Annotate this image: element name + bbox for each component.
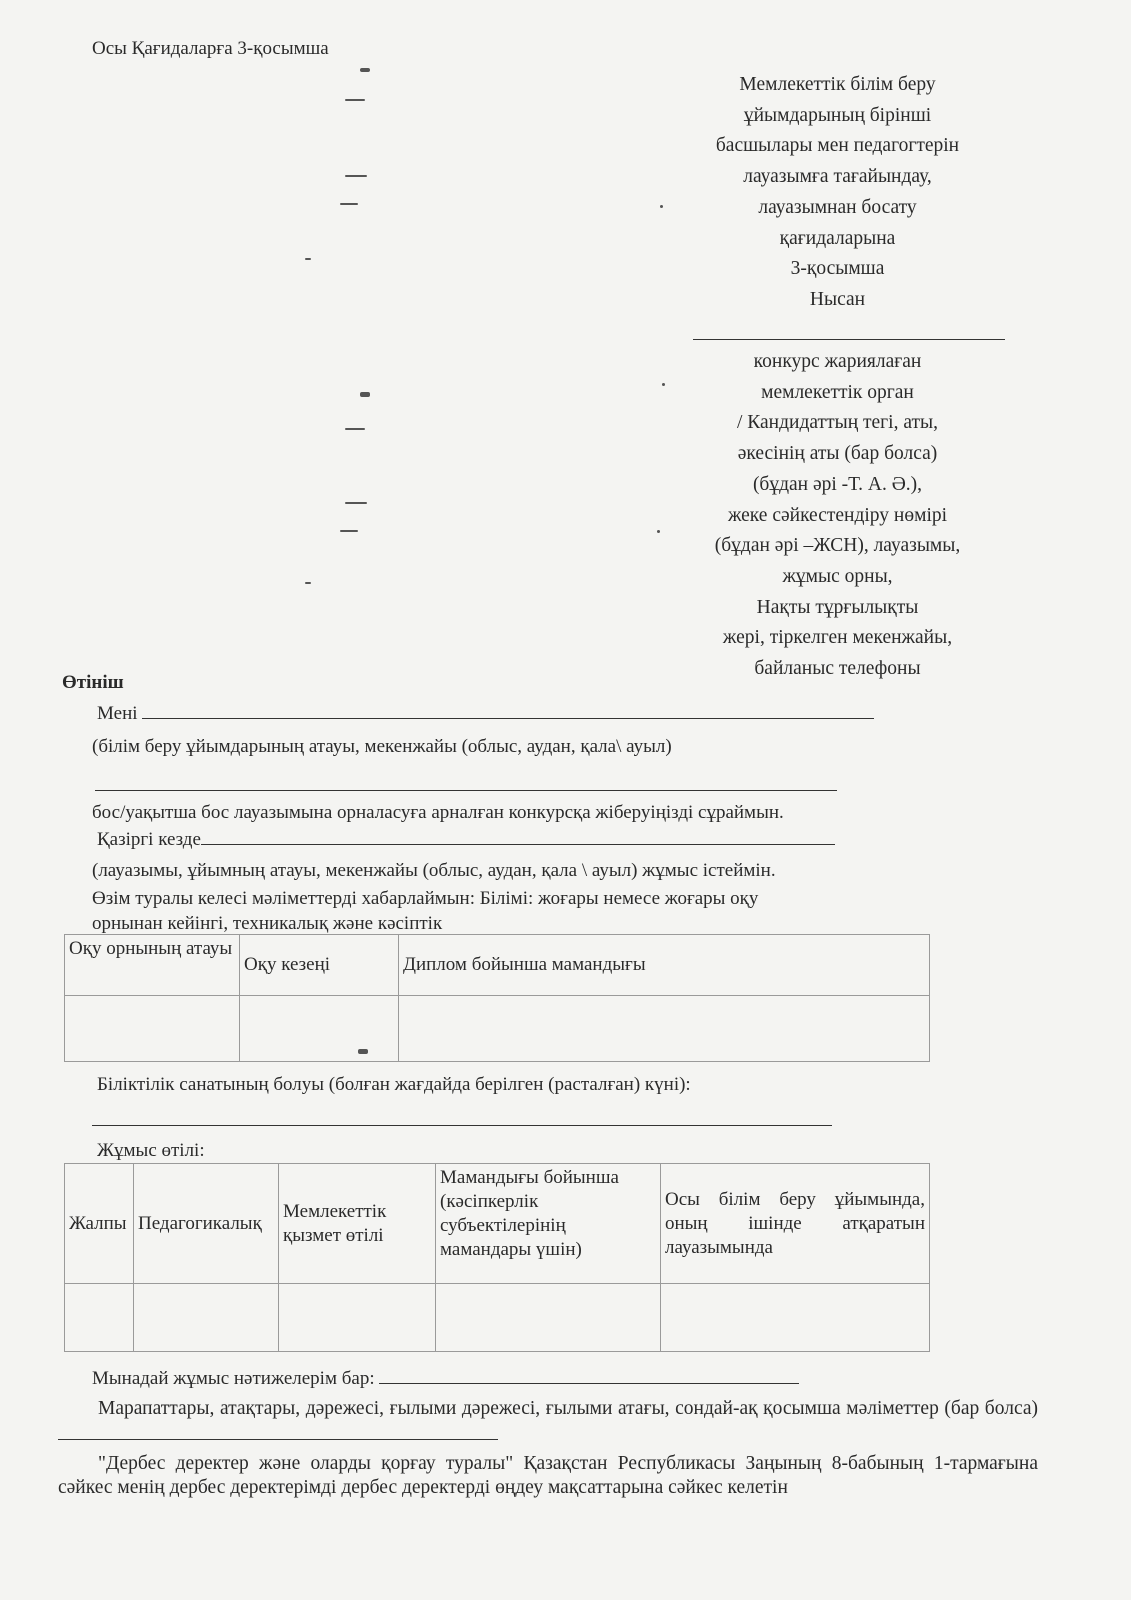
header-line: лауазымнан босату xyxy=(758,196,917,218)
experience-header-cell: Осы білім беру ұйымында, оның ішінде атқаратын лауазымында xyxy=(661,1164,930,1284)
education-input-cell[interactable] xyxy=(65,996,240,1062)
info-line-2: орнынан кейінгі, техникалық және кәсіптік xyxy=(92,913,443,934)
awards-text: Марапаттары, атақтары, дәрежесі, ғылыми дәрежесі, ғылыми атағы, сондай-ақ қосымша мәліметтер (бар болса) xyxy=(98,1398,1038,1419)
scan-speck xyxy=(345,428,365,430)
scan-speck xyxy=(660,205,663,208)
scan-speck xyxy=(340,203,358,205)
experience-header-cell: Мемлекеттік қызмет өтілі xyxy=(279,1164,436,1284)
results-input-line[interactable] xyxy=(379,1365,799,1384)
request-line: бос/уақытша бос лауазымына орналасуға арналған конкурсқа жіберуіңізді сұраймын. xyxy=(92,802,784,823)
org-input-line[interactable] xyxy=(95,790,837,791)
applicant-input-line[interactable] xyxy=(142,700,874,719)
scan-speck xyxy=(360,68,370,72)
recipient-blank-line[interactable] xyxy=(693,339,1005,340)
experience-input-cell[interactable] xyxy=(134,1284,279,1352)
current-position-line xyxy=(97,826,835,851)
application-title: Өтініш xyxy=(62,672,124,693)
recipient-line: конкурс жариялаған xyxy=(753,351,922,372)
recipient-line: жері, тіркелген мекенжайы, xyxy=(722,627,953,649)
scan-speck xyxy=(305,582,311,584)
experience-label: Жұмыс өтілі: xyxy=(97,1140,205,1161)
experience-header-row xyxy=(65,1164,930,1284)
current-position-label: Қазіргі кезде xyxy=(97,829,201,850)
results-label: Мынадай жұмыс нәтижелерім бар: xyxy=(92,1368,375,1389)
education-table xyxy=(64,934,930,1062)
applicant-label: Мені xyxy=(97,703,138,724)
position-hint: (лауазымы, ұйымның атауы, мекенжайы (облыс, аудан, қала \ ауыл) жұмыс істеймін. xyxy=(92,860,776,881)
experience-header-cell: Жалпы xyxy=(65,1164,134,1284)
header-line: басшылары мен педагогтерін xyxy=(715,135,960,157)
education-input-cell[interactable] xyxy=(399,996,930,1062)
header-line: Мемлекеттік білім беру xyxy=(739,74,936,95)
education-header-row xyxy=(65,935,930,996)
experience-input-cell[interactable] xyxy=(661,1284,930,1352)
scan-speck xyxy=(345,175,367,177)
experience-input-cell[interactable] xyxy=(436,1284,661,1352)
recipient-line: Нақты тұрғылықты xyxy=(756,596,919,618)
recipient-line: жеке сәйкестендіру нөмірі xyxy=(727,504,948,526)
recipient-line: (бұдан әрі –ЖСН), лауазымы, xyxy=(714,535,961,557)
header-line: ұйымдарының бірінші xyxy=(743,104,932,126)
recipient-line: әкесінің аты (бар болса) xyxy=(737,443,938,465)
recipient-line: (бұдан әрі -Т. А. Ә.), xyxy=(752,473,923,495)
education-input-cell[interactable] xyxy=(240,996,399,1062)
awards-paragraph xyxy=(58,1397,1038,1447)
scan-speck xyxy=(345,502,367,504)
recipient-line: байланыс телефоны xyxy=(754,658,921,680)
appendix-note: Осы Қағидаларға 3-қосымша xyxy=(92,38,329,59)
current-position-input-line[interactable] xyxy=(201,826,835,845)
recipient-line: мемлекеттік орган xyxy=(761,381,914,403)
experience-table xyxy=(64,1163,930,1352)
header-line: лауазымға тағайындау, xyxy=(743,166,932,188)
awards-input-line[interactable] xyxy=(58,1421,498,1440)
experience-input-cell[interactable] xyxy=(279,1284,436,1352)
info-line-1: Өзім туралы келесі мәліметтерді хабарлаймын: Білімі: жоғары немесе жоғары оқу xyxy=(92,888,759,909)
recipient-line: жұмыс орны, xyxy=(782,565,893,587)
results-line xyxy=(92,1365,799,1390)
header-block xyxy=(665,70,1010,316)
education-header-cell: Диплом бойынша мамандығы xyxy=(399,935,930,996)
header-line: қағидаларына xyxy=(779,227,896,249)
scan-speck xyxy=(358,1049,368,1054)
consent-paragraph: "Дербес деректер және оларды қорғау туралы" Қазақстан Республикасы Заңының 8-бабының 1-тармағына сәйкес менің дербес деректерімді дербес деректерді өңдеу мақсаттарына сәйкес келетін xyxy=(58,1453,1038,1498)
education-empty-row xyxy=(65,996,930,1062)
header-line: 3-қосымша xyxy=(790,258,885,280)
experience-input-cell[interactable] xyxy=(65,1284,134,1352)
recipient-line: / Кандидаттың тегі, аты, xyxy=(736,412,938,434)
org-hint: (білім беру ұйымдарының атауы, мекенжайы (облыс, аудан, қала\ ауыл) xyxy=(92,736,672,757)
experience-header-cell: Педагогикалық xyxy=(134,1164,279,1284)
recipient-block xyxy=(665,347,1010,685)
scan-speck xyxy=(340,530,358,532)
scan-speck xyxy=(360,392,370,397)
scan-speck xyxy=(345,99,365,101)
qualification-line: Біліктілік санатының болуы (болған жағдайда берілген (расталған) күні): xyxy=(97,1074,691,1095)
scan-speck xyxy=(305,258,311,260)
education-header-cell: Оқу кезеңі xyxy=(240,935,399,996)
qualification-input-line[interactable] xyxy=(92,1125,832,1126)
applicant-line xyxy=(97,700,874,725)
education-header-cell: Оқу орнының атауы xyxy=(65,935,240,996)
experience-header-cell: Мамандығы бойынша (кәсіпкерлік субъектілерінің мамандары үшін) xyxy=(436,1164,661,1284)
header-line: Нысан xyxy=(809,288,866,310)
scan-speck xyxy=(657,530,660,533)
experience-empty-row xyxy=(65,1284,930,1352)
scan-speck xyxy=(662,383,665,386)
